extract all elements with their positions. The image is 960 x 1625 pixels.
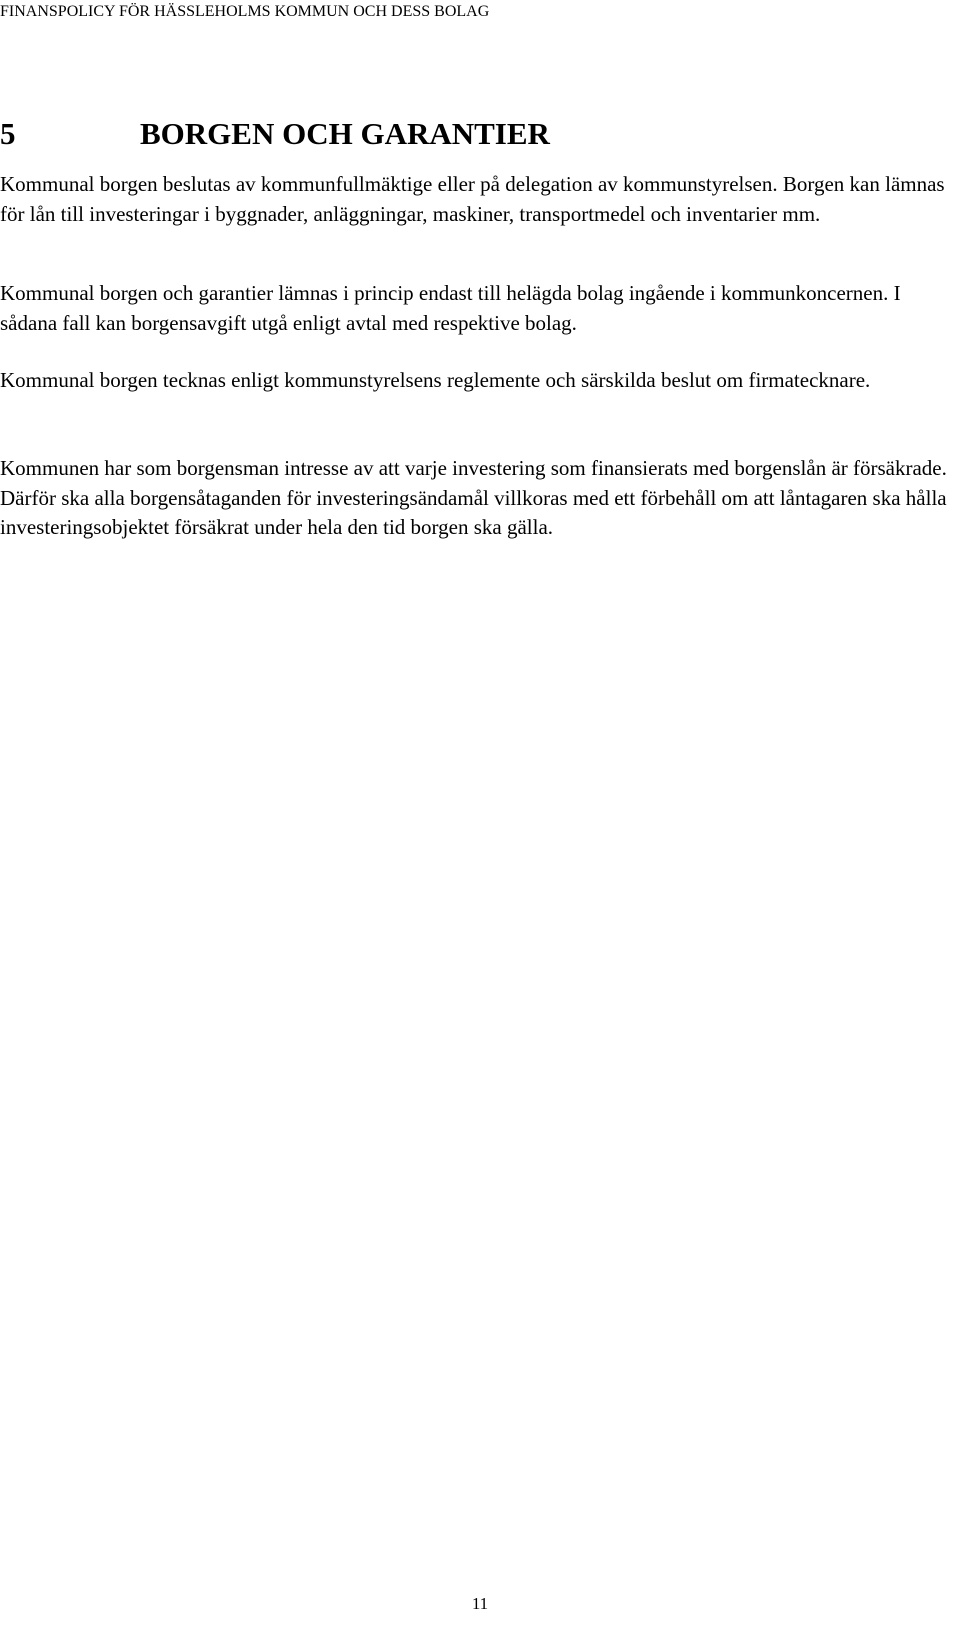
paragraph-borgen-beslut: Kommunal borgen beslutas av kommunfullmäktige eller på delegation av kommunstyrelsen. Borgen kan lämnas för lån till investeringar i byggnader, anläggningar, maskiner, transportmedel och inventarier mm. bbox=[0, 172, 945, 226]
running-header: FINANSPOLICY FÖR HÄSSLEHOLMS KOMMUN OCH DESS BOLAG bbox=[0, 3, 490, 20]
section-heading bbox=[0, 116, 550, 152]
paragraph-firmatecknare: Kommunal borgen tecknas enligt kommunstyrelsens reglemente och särskilda beslut om firmatecknare. bbox=[0, 368, 871, 392]
section-number: 5 bbox=[0, 116, 16, 151]
section-title: BORGEN OCH GARANTIER bbox=[140, 116, 550, 151]
paragraph-forsakring: Kommunen har som borgensman intresse av att varje investering som finansierats med borgenslån är försäkrade. Därför ska alla borgensåtaganden för investeringsändamål villkoras med ett förbehåll om att låntagaren ska hålla investeringsobjektet försäkrat under hela den tid borgen ska gälla. bbox=[0, 456, 947, 539]
paragraph-helagda-bolag: Kommunal borgen och garantier lämnas i princip endast till helägda bolag ingående i kommunkoncernen. I sådana fall kan borgensavgift utgå enligt avtal med respektive bolag. bbox=[0, 281, 901, 335]
page-number: 11 bbox=[471, 1594, 489, 1613]
